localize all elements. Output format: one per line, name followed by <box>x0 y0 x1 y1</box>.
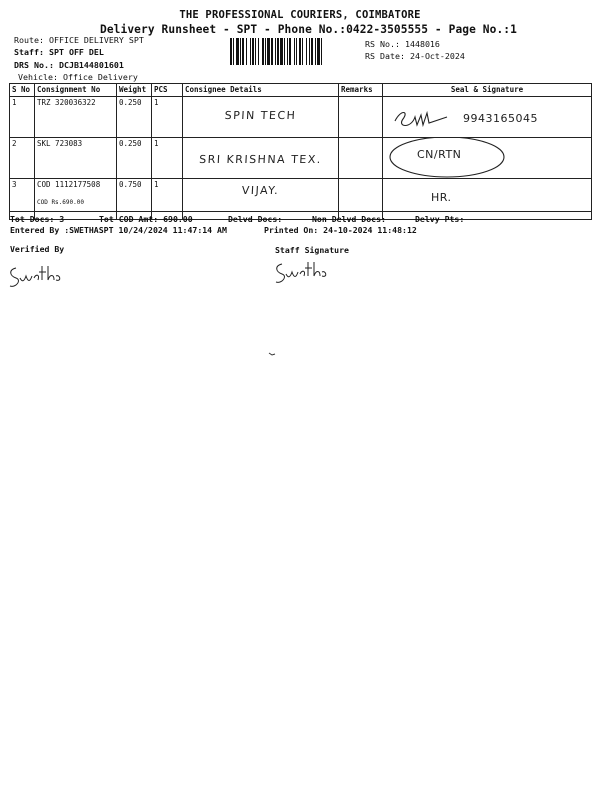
row-sno: 1 <box>10 97 35 138</box>
col-header-sno: S No <box>10 84 35 97</box>
col-header-consignee: Consignee Details <box>183 84 339 97</box>
row-remarks <box>339 138 383 179</box>
route-label: Route: OFFICE DELIVERY SPT <box>14 35 144 45</box>
consignment-table <box>9 83 592 220</box>
table-header-row <box>10 84 592 97</box>
row-weight: 0.250 <box>117 138 152 179</box>
staff-signature <box>270 258 332 288</box>
delivery-points: Delvy Pts: <box>415 214 465 224</box>
delivered-docs: Delvd Docs: <box>228 214 283 224</box>
row-seal <box>383 179 592 220</box>
verified-by-label: Verified By <box>10 244 65 254</box>
company-title: THE PROFESSIONAL COURIERS, COIMBATORE <box>179 9 421 21</box>
consignee-handwritten: SPIN TECH <box>224 109 297 122</box>
row-seal <box>383 138 592 179</box>
row-consignee <box>183 138 339 179</box>
rs-number: RS No.: 1448016 <box>365 39 440 49</box>
row-consignment: TRZ 320036322 <box>35 97 117 138</box>
row-consignee <box>183 97 339 138</box>
cod-amount-note: COD Rs.690.00 <box>37 199 84 206</box>
seal-status-handwritten: CN/RTN <box>417 148 462 161</box>
col-header-pcs: PCS <box>152 84 183 97</box>
verified-signature <box>6 262 62 292</box>
row-consignment-no: COD 1112177508 <box>37 180 101 189</box>
col-header-seal: Seal & Signature <box>383 84 592 97</box>
runsheet-title: Delivery Runsheet - SPT - Phone No.:0422-3505555 - Page No.:1 <box>100 23 517 36</box>
row-pcs: 1 <box>152 97 183 138</box>
row-seal <box>383 97 592 138</box>
signature-scribble <box>391 107 451 131</box>
col-header-consignment: Consignment No <box>35 84 117 97</box>
row-remarks <box>339 97 383 138</box>
vehicle-label: Vehicle: Office Delivery <box>18 72 138 82</box>
staff-label: Staff: SPT OFF DEL <box>14 47 104 57</box>
row-weight: 0.250 <box>117 97 152 138</box>
entered-by: Entered By :SWETHASPT 10/24/2024 11:47:14 AM <box>10 225 227 235</box>
row-pcs: 1 <box>152 138 183 179</box>
table-row <box>10 179 592 220</box>
drs-number: DRS No.: DCJB144801601 <box>14 60 124 70</box>
consignee-handwritten: SRI KRISHNA TEX. <box>198 153 323 166</box>
seal-phone-handwritten: 9943165045 <box>463 112 538 125</box>
rs-date: RS Date: 24-Oct-2024 <box>365 51 465 61</box>
row-pcs: 1 <box>152 179 183 220</box>
row-sno: 3 <box>10 179 35 220</box>
col-header-weight: Weight <box>117 84 152 97</box>
stray-mark <box>268 352 276 358</box>
row-consignment: SKL 723083 <box>35 138 117 179</box>
consignee-handwritten: VIJAY. <box>241 184 280 197</box>
table-row <box>10 97 592 138</box>
footer-divider <box>9 211 591 212</box>
barcode-image <box>230 38 356 65</box>
row-weight: 0.750 <box>117 179 152 220</box>
col-header-remarks: Remarks <box>339 84 383 97</box>
row-sno: 2 <box>10 138 35 179</box>
printed-on: Printed On: 24-10-2024 11:48:12 <box>264 225 417 235</box>
seal-initials-handwritten: HR. <box>431 191 452 204</box>
table-row <box>10 138 592 179</box>
total-docs: Tot Docs: 3 <box>10 214 65 224</box>
total-cod-amount: Tot COD Amt: 690.00 <box>99 214 193 224</box>
non-delivered-docs: Non Delvd Docs: <box>312 214 386 224</box>
staff-signature-label: Staff Signature <box>275 245 349 255</box>
